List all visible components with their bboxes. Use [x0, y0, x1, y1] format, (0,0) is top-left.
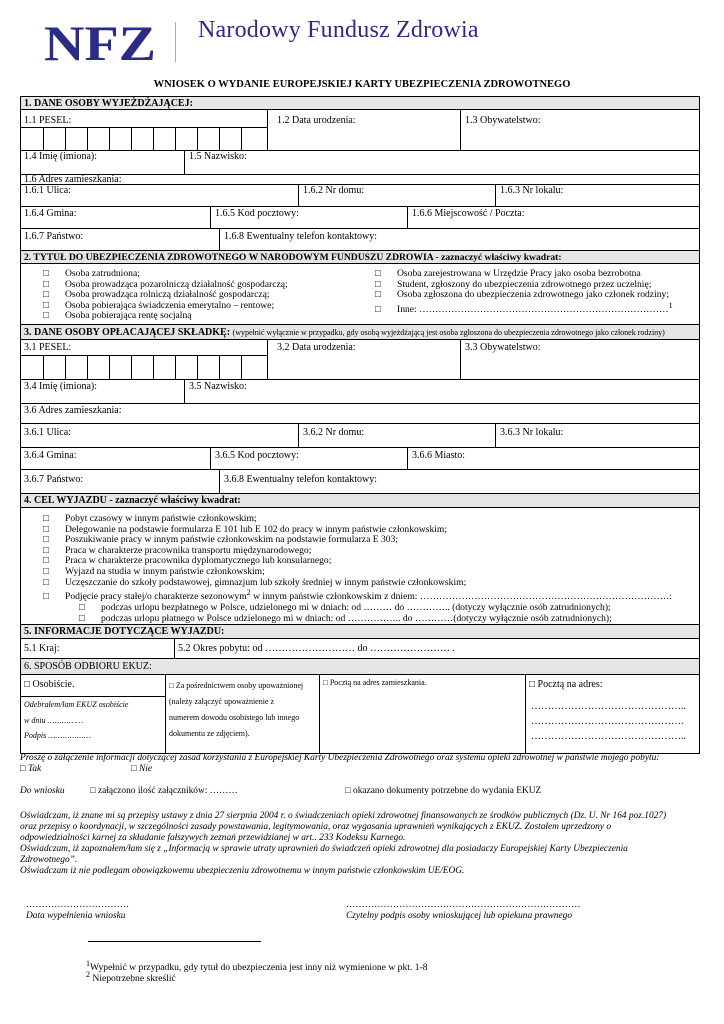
street-label: 1.6.1 Ulica: [24, 185, 71, 196]
payer-pesel-boxes[interactable] [21, 355, 267, 379]
list-item[interactable]: □ Praca w charakterze pracownika dyplomatycznego lub konsularnego; [43, 555, 332, 567]
declaration-line-4: Oświadczam, iż zapoznałem/łam się z „Informacją w sprawie utraty uprawnień do świadczeń opieki zdrowotnej dla posiadaczy Europejskiej Karty Ubezpieczenia [20, 844, 628, 854]
payer-birth-label: 3.2 Data urodzenia: [277, 342, 356, 353]
birth-date-label: 1.2 Data urodzenia: [277, 115, 356, 126]
payer-city-label: 3.6.6 Miasto: [412, 450, 466, 461]
section-4-title: 4. CEL WYJAZDU - zaznaczyć właściwy kwadrat: [24, 495, 241, 506]
phone-label: 1.6.8 Ewentualny telefon kontaktowy: [224, 231, 378, 242]
footnote-2: $^2$ Niepotrzebne skreślić [86, 970, 176, 985]
address-line-3[interactable]: ……………………………………….. [531, 731, 686, 742]
pesel-label: 1.1 PESEL: [24, 115, 72, 126]
house-number-label: 1.6.2 Nr domu: [303, 185, 365, 196]
document-title: WNIOSEK O WYDANIE EUROPEJSKIEJ KARTY UBEZPIECZENIA ZDROWOTNEGO [153, 79, 571, 90]
list-item[interactable]: □ Osoba zatrudniona; [43, 268, 140, 279]
payer-street-label: 3.6.1 Ulica: [24, 427, 71, 438]
commune-label: 1.6.4 Gmina: [24, 208, 77, 219]
list-item[interactable]: □ Osoba pobierająca rentę socjalną [43, 310, 192, 322]
list-item[interactable]: □ Osoba pobierająca świadczenia emerytalno – rentowe; [43, 299, 275, 311]
list-item[interactable]: □ Wyjazd na studia w innym państwie członkowskim; [43, 565, 265, 577]
postal-code-label: 1.6.5 Kod pocztowy: [215, 208, 299, 219]
payer-first-name-label: 3.4 Imię (imiona): [24, 381, 98, 392]
declaration-line-1: Oświadczam, iż znane mi są przepisy ustawy z dnia 27 sierpnia 2004 r. o świadczeniach opieki zdrowotnej finansowanych ze środków publicznych (Dz. U. Nr 164 poz.1027) [20, 811, 667, 821]
pickup-personal-option[interactable]: □ Osobiście. [24, 679, 75, 690]
svg-text:NFZ: NFZ [44, 20, 156, 64]
attachments-label: Do wniosku [20, 786, 65, 796]
pickup-proxy-option[interactable]: □ Za pośrednictwem osoby upoważnionej (należy załączyć upoważnienie z numerem dowodu osobistego lub innego dokumentu ze zdjęciem). [169, 681, 304, 738]
date-label: Data wypełnienia wniosku [26, 911, 126, 921]
payer-postal-label: 3.6.5 Kod pocztowy: [215, 450, 299, 461]
received-signature: Podpis ……………… [24, 731, 91, 740]
header-divider [175, 22, 176, 62]
list-item[interactable]: □ Osoba prowadząca rolniczą działalność gospodarczą; [43, 289, 270, 301]
payer-pesel-label: 3.1 PESEL: [24, 342, 72, 353]
list-item[interactable]: □ Osoba zgłoszona do ubezpieczenia zdrowotnego jako członek rodziny; [375, 289, 669, 301]
payer-citizen-label: 3.3 Obywatelstwo: [465, 342, 541, 353]
application-form [20, 96, 700, 754]
list-item[interactable]: □ Student, zgłoszony do ubezpieczenia zdrowotnego przez uczelnię; [375, 278, 652, 290]
payer-phone-label: 3.6.8 Ewentualny telefon kontaktowy: [224, 474, 378, 485]
list-item[interactable]: □ Uczęszczanie do szkoły podstawowej, gimnazjum lub szkoły średniej w innym państwie członkowskim; [43, 576, 467, 588]
list-item[interactable]: □ Osoba zarejestrowana w Urzędzie Pracy jako osoba bezrobotna [375, 268, 641, 279]
nfz-logo [44, 20, 158, 64]
list-item[interactable]: □ Inne: ……………………………………………………………………$^1$ [375, 300, 673, 315]
list-item[interactable]: □ Pobyt czasowy w innym państwie członkowskim; [43, 513, 257, 524]
section-5-title: 5. INFORMACJE DOTYCZĄCE WYJAZDU: [24, 626, 225, 637]
pickup-post-address-option[interactable]: □ Pocztą na adres: [529, 679, 603, 690]
pickup-post-home-option[interactable]: □ Pocztą na adres zamieszkania. [323, 678, 427, 687]
list-item[interactable]: □ Poszukiwanie pracy w innym państwie członkowskim na podstawie formularza E 303; [43, 534, 399, 546]
flat-number-label: 1.6.3 Nr lokalu: [500, 185, 564, 196]
date-dots[interactable]: …………………………… [26, 900, 130, 910]
list-item[interactable]: □ podczas urlopu bezpłatnego w Polsce, udzielonego mi w dniach: od ……… do ………….. (dotyczy wyłącznie osób zatrudnionych); [79, 601, 611, 613]
payer-last-name-label: 3.5 Nazwisko: [189, 381, 247, 392]
documents-shown-option[interactable]: □ okazano dokumenty potrzebne do wydania EKUZ [345, 786, 542, 796]
declaration-line-2: oraz przepisy o koordynacji, w szczególności zasady powstawania, legitymowania, oraz wygasania uprawnień wynikających z EKUZ. Zostałem uprzedzony o [20, 822, 612, 832]
list-item[interactable]: □ Osoba prowadząca pozarolniczą działalność gospodarczą; [43, 278, 288, 290]
list-item[interactable]: □ podczas urlopu płatnego w Polsce udzielonego mi w dniach: od …………….. do …………(dotyczy wyłącznie osób zatrudnionych); [79, 612, 612, 624]
list-item[interactable]: □ Praca w charakterze pracownika transportu międzynarodowego; [43, 544, 312, 556]
received-note: Odebrałem/łam EKUZ osobiście [24, 700, 129, 709]
section-6-title: 6. SPOSÓB ODBIORU EKUZ: [24, 661, 152, 672]
section-1-title: 1. DANE OSOBY WYJEŻDŻAJĄCEJ: [24, 98, 193, 109]
payer-country-label: 3.6.7 Państwo: [24, 474, 84, 485]
list-item[interactable]: □ Delegowanie na podstawie formularza E 101 lub E 102 do pracy w innym państwie członkowskim; [43, 523, 448, 535]
citizenship-label: 1.3 Obywatelstwo: [465, 115, 541, 126]
declaration-line-3: odpowiedzialności karnej za składanie fałszywych zeznań przewidzianej w art.. 233 Kodeksu Karnego. [20, 833, 406, 843]
address-line-2[interactable]: ………………………………………. [531, 716, 684, 727]
payer-house-label: 3.6.2 Nr domu: [303, 427, 365, 438]
signature-dots[interactable]: ………………………………………………………………… [346, 900, 581, 910]
payer-address-label: 3.6 Adres zamieszkania: [24, 405, 122, 416]
address-line-1[interactable]: ……………………………………….. [531, 701, 686, 712]
address-label: 1.6 Adres zamieszkania: [24, 174, 122, 185]
city-label: 1.6.6 Miejscowość / Poczta: [412, 208, 525, 219]
section-3-title: 3. DANE OSOBY OPŁACAJĄCEJ SKŁADKĘ: (wypełnić wyłącznie w przypadku, gdy osobą wyjeżdżającą jest osoba zgłoszona do ubezpieczenia zdrowotnego jako członek rodziny) [24, 327, 665, 338]
insurance-right-list [375, 269, 673, 316]
org-name: Narodowy Fundusz Zdrowia [198, 17, 479, 43]
travel-country-label: 5.1 Kraj: [24, 643, 60, 654]
declaration-line-6: Oświadczam iż nie podlegam obowiązkowemu ubezpieczeniu zdrowotnemu w innym państwie członkowskim UE/EOG. [20, 866, 465, 876]
payer-commune-label: 3.6.4 Gmina: [24, 450, 77, 461]
pesel-boxes[interactable] [21, 127, 267, 150]
country-label: 1.6.7 Państwo: [24, 231, 84, 242]
signature-label: Czytelny podpis osoby wnioskującej lub opiekuna prawnego [346, 911, 573, 921]
stay-period-label: 5.2 Okres pobytu: od ……………………… do …………………… . [178, 643, 455, 654]
info-yes-option[interactable]: □ Tak [20, 764, 42, 774]
footnote-1: $^1$Wypełnić w przypadku, gdy tytuł do ubezpieczenia jest inny niż wymienione w pkt. 1-8 [86, 959, 428, 974]
payer-flat-label: 3.6.3 Nr lokalu: [500, 427, 564, 438]
section-2-title: 2. TYTUŁ DO UBEZPIECZENIA ZDROWOTNEGO W NARODOWYM FUNDUSZU ZDROWIA - zaznaczyć właściwy kwadrat: [24, 252, 562, 263]
info-request-question: Proszę o załączenie informacji dotyczącej zasad korzystania z Europejskiej Karty Ubezpieczenia Zdrowotnego oraz systemu opieki zdrowotnej w państwie mojego pobytu: [20, 753, 660, 763]
attachments-count-option[interactable]: □ załączono ilość załączników: ……… [90, 786, 238, 796]
declaration-line-5: Zdrowotnego”. [20, 855, 78, 865]
purpose-list [43, 514, 672, 624]
footnote-divider [88, 941, 261, 942]
insurance-left-list [43, 269, 288, 322]
list-item[interactable]: □ Podjęcie pracy stałej/o charakterze sezonowym$^2$ w innym państwie członkowskim z dniem: ……………………………………………………………………: [43, 588, 672, 603]
last-name-label: 1.5 Nazwisko: [189, 151, 247, 162]
received-date: w dniu …………… [24, 716, 84, 725]
info-no-option[interactable]: □ Nie [131, 764, 153, 774]
first-name-label: 1.4 Imię (imiona): [24, 151, 98, 162]
